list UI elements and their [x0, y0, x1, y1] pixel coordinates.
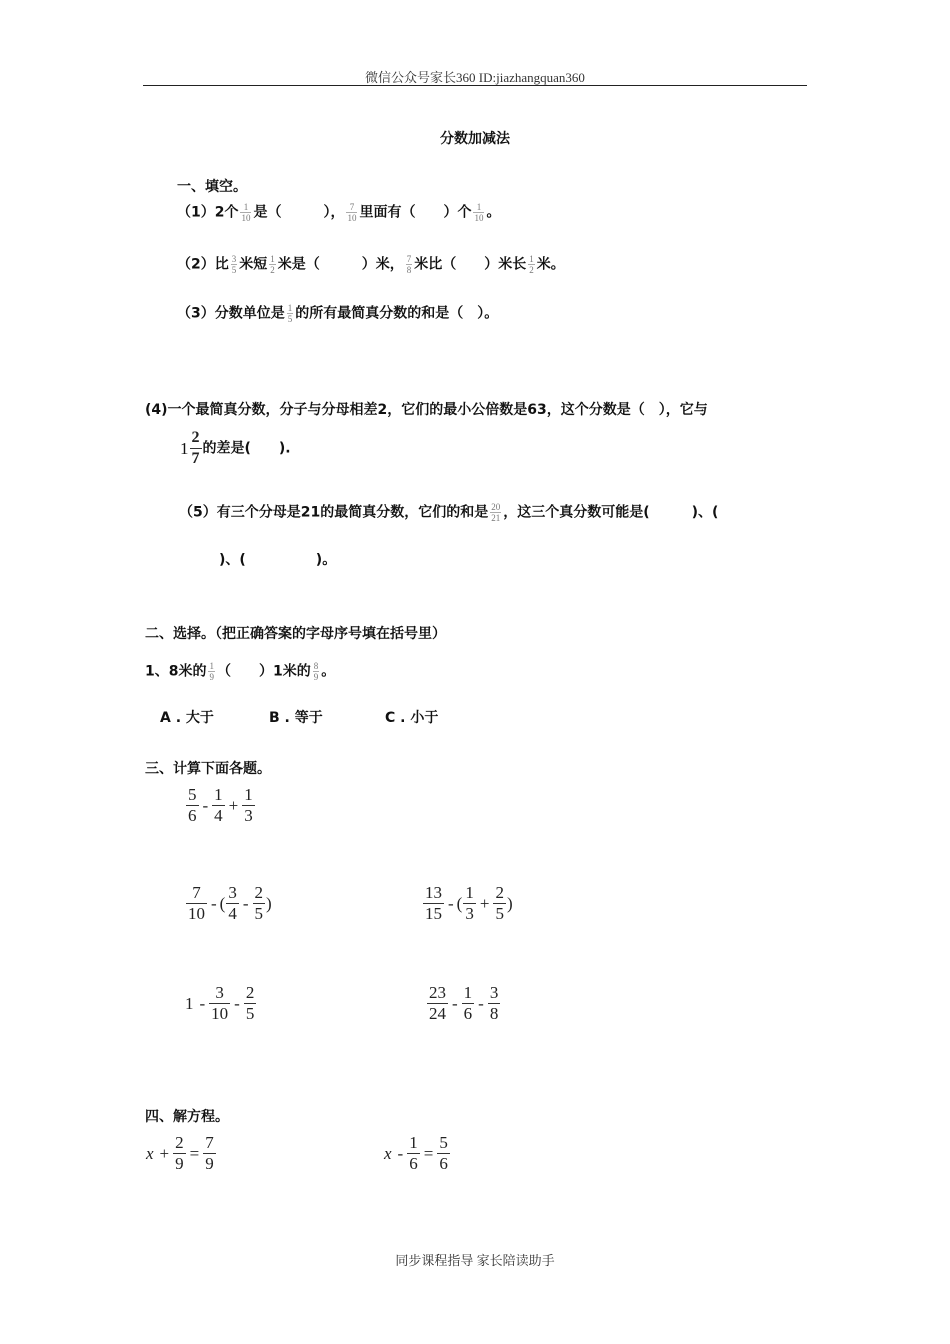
calc-expression-2: $\frac{7}{10}$ - ( $\frac{3}{4}$ - $\frac{2}{5}$ ) — [188, 883, 272, 923]
page-footer: 同步课程指导 家长陪读助手 — [395, 1253, 555, 1268]
fraction: $\frac{5}{6}$ — [439, 1133, 448, 1173]
fraction: $\frac{1}{3}$ — [465, 883, 474, 923]
fraction: $\frac{1}{5}$ — [287, 303, 293, 324]
fraction: $\frac{20}{21}$ — [491, 502, 501, 523]
fraction: $\frac{7}{9}$ — [205, 1133, 214, 1173]
question-1-1: （1）2个 $\frac{1}{10}$ 是（ ）， $\frac{7}{10}$ 里面有（ ）个 $\frac{1}{10}$ 。 — [177, 202, 501, 223]
section4-heading: 四、解方程。 — [145, 1109, 229, 1125]
equation-2: x - $\frac{1}{6}$ = $\frac{5}{6}$ — [384, 1133, 448, 1173]
fraction: $\frac{1}{2}$ — [529, 254, 534, 275]
calc-expression-3: $\frac{13}{15}$ - ( $\frac{1}{3}$ + $\frac{2}{5}$ ) — [425, 883, 513, 923]
calc-expression-5: $\frac{23}{24}$ - $\frac{1}{6}$ - $\frac{3}{8}$ — [429, 983, 499, 1023]
option-a: A . 大于 — [160, 710, 214, 726]
fraction: $\frac{3}{10}$ — [211, 983, 229, 1023]
option-b: B . 等于 — [269, 710, 323, 726]
question-1-5-line1: （5）有三个分母是21的最简真分数，它们的和是 $\frac{20}{21}$ ，这三个真分数可能是( )、( — [179, 502, 719, 523]
fraction: $\frac{1}{2}$ — [270, 254, 275, 275]
fraction: $\frac{7}{8}$ — [406, 254, 412, 275]
calc-expression-1: $\frac{5}{6}$ - $\frac{1}{4}$ + $\frac{1}{3}$ — [188, 785, 253, 825]
page-header: 微信公众号家长360 ID:jiazhangquan360 — [365, 70, 585, 85]
fraction: $\frac{1}{10}$ — [474, 202, 484, 223]
question-1-4-line2: 1 $\frac{2}{7}$ 的差是( ). — [180, 429, 291, 467]
fraction: $\frac{1}{6}$ — [409, 1133, 418, 1173]
fraction: $\frac{2}{5}$ — [245, 983, 255, 1023]
question-1-2: （2）比 $\frac{3}{5}$ 米短 $\frac{1}{2}$ 米是（ ）米， $\frac{7}{8}$ 米比（ ）米长 $\frac{1}{2}$ 米。 — [177, 254, 565, 275]
fraction: $\frac{1}{6}$ — [463, 983, 473, 1023]
calc-expression-4: 1 - $\frac{3}{10}$ - $\frac{2}{5}$ — [185, 983, 255, 1023]
section3-heading: 三、计算下面各题。 — [145, 761, 271, 777]
section1-heading: 一、填空。 — [177, 179, 247, 195]
choice-question-1: 1、8米的 $\frac{1}{9}$ （ ）1米的 $\frac{8}{9}$ 。 — [145, 661, 336, 682]
header-rule — [143, 85, 807, 86]
question-1-3: （3）分数单位是 $\frac{1}{5}$ 的所有最简真分数的和是（ ）。 — [177, 303, 499, 324]
fraction: $\frac{1}{10}$ — [241, 202, 251, 223]
fraction: $\frac{13}{15}$ — [425, 883, 442, 923]
option-c: C . 小于 — [385, 710, 439, 726]
fraction: $\frac{3}{5}$ — [231, 254, 237, 275]
fraction: $\frac{2}{9}$ — [175, 1133, 184, 1173]
section2-heading: 二、选择。（把正确答案的字母序号填在括号里） — [145, 626, 446, 642]
page-title: 分数加减法 — [440, 131, 510, 147]
fraction: $\frac{8}{9}$ — [313, 661, 319, 682]
fraction: $\frac{1}{3}$ — [244, 785, 253, 825]
fraction: $\frac{3}{8}$ — [489, 983, 499, 1023]
fraction: $\frac{7}{10}$ — [347, 202, 357, 223]
fraction: $\frac{3}{4}$ — [228, 883, 237, 923]
fraction: $\frac{2}{5}$ — [254, 883, 264, 923]
equation-1: x + $\frac{2}{9}$ = $\frac{7}{9}$ — [146, 1133, 214, 1173]
question-1-5-line2: )、( )。 — [205, 552, 337, 568]
fraction: $\frac{2}{7}$ — [191, 429, 200, 467]
fraction: $\frac{1}{4}$ — [214, 785, 223, 825]
fraction: $\frac{23}{24}$ — [429, 983, 446, 1023]
fraction: $\frac{1}{9}$ — [209, 661, 214, 682]
question-1-4-line1: (4)一个最简真分数，分子与分母相差2，它们的最小公倍数是63，这个分数是（ ），它与 — [145, 402, 708, 418]
fraction: $\frac{7}{10}$ — [188, 883, 205, 923]
fraction: $\frac{2}{5}$ — [495, 883, 504, 923]
fraction: $\frac{5}{6}$ — [188, 785, 197, 825]
